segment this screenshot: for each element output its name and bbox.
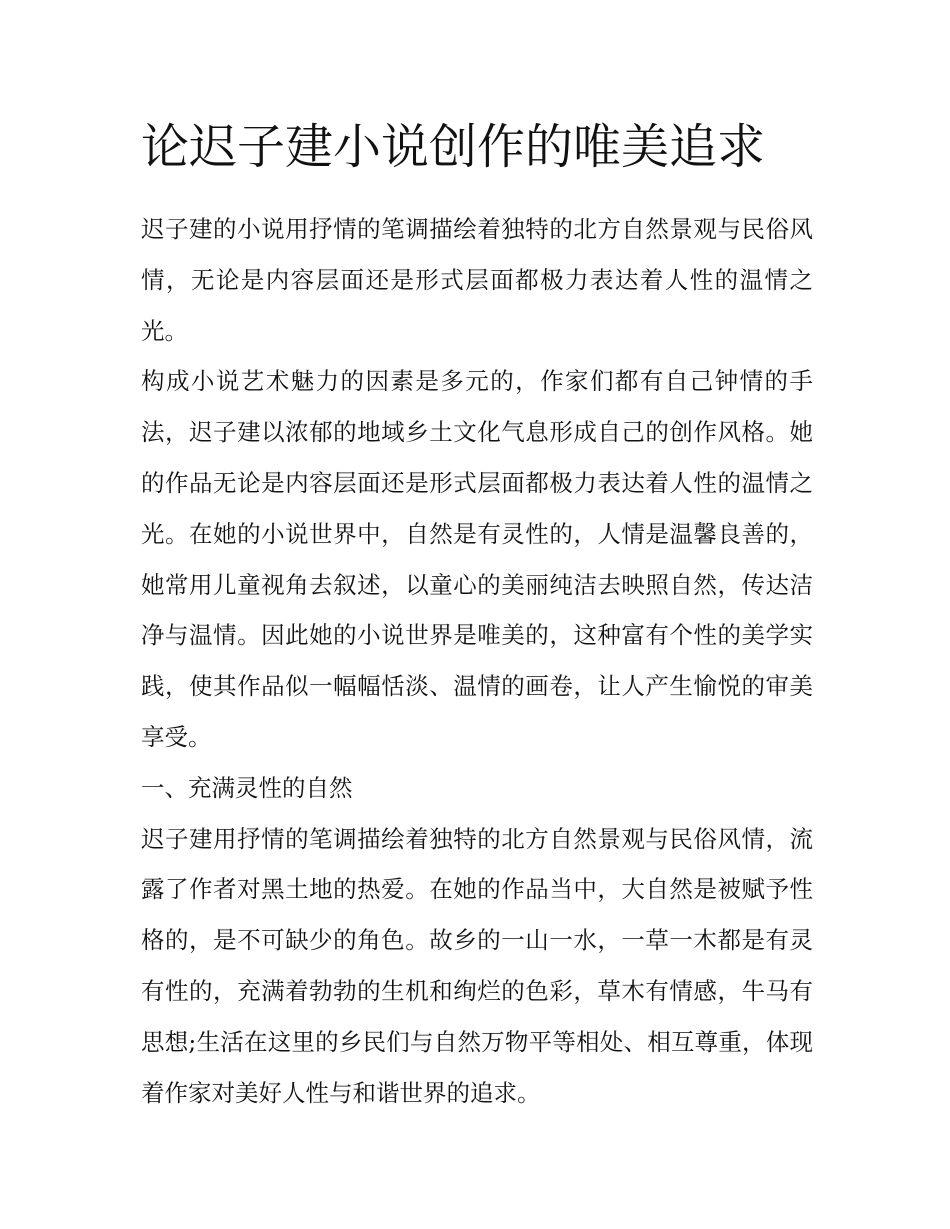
section-paragraph: 迟子建用抒情的笔调描绘着独特的北方自然景观与民俗风情，流露了作者对黑土地的热爱。在她的作品当中，大自然是被赋予性格的，是不可缺少的角色。故乡的一山一水，一草一木都是有灵有性的，充满着勃勃的生机和绚烂的色彩，草木有情感，牛马有思想;生活在这里的乡民们与自然万物平等相处、相互尊重，体现着作家对美好人性与和谐世界的追求。 [141, 824, 813, 1107]
section-heading: 一、充满灵性的自然 [141, 773, 353, 802]
document-title: 论迟子建小说创作的唯美追求 [141, 119, 766, 175]
document-body [141, 112, 813, 1118]
body-paragraph: 构成小说艺术魅力的因素是多元的，作家们都有自己钟情的手法，迟子建以浓郁的地域乡土文化气息形成自己的创作风格。她的作品无论是内容层面还是形式层面都极力表达着人性的温情之光。在她的小说世界中，自然是有灵性的，人情是温馨良善的，她常用儿童视角去叙述，以童心的美丽纯洁去映照自然，传达洁净与温情。因此她的小说世界是唯美的，这种富有个性的美学实践，使其作品似一幅幅恬淡、温情的画卷，让人产生愉悦的审美享受。 [141, 367, 813, 751]
intro-paragraph: 迟子建的小说用抒情的笔调描绘着独特的北方自然景观与民俗风情，无论是内容层面还是形式层面都极力表达着人性的温情之光。 [141, 215, 813, 345]
